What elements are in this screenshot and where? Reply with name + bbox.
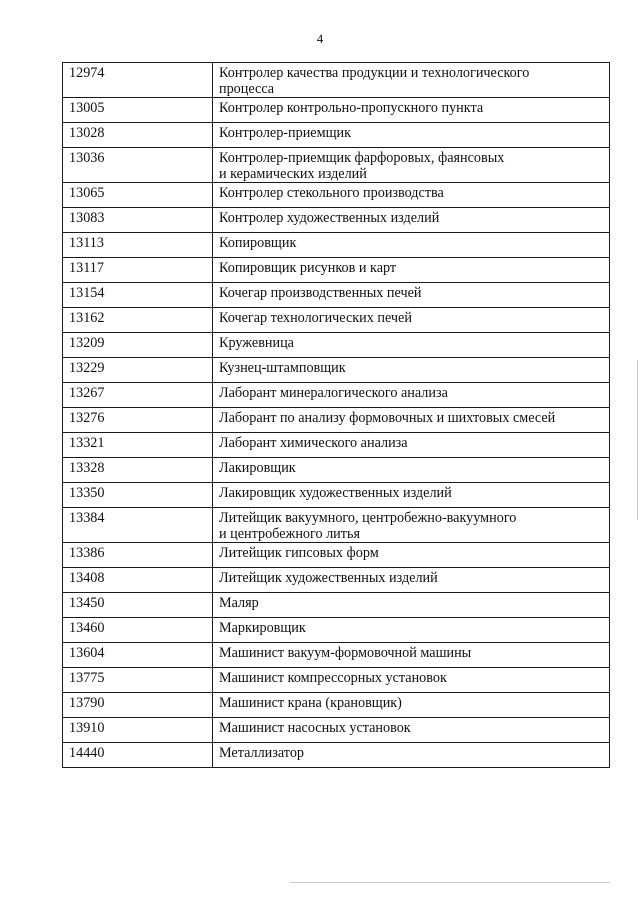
code-cell: 13065: [63, 183, 213, 208]
table-row: [63, 123, 610, 148]
table-row: [63, 643, 610, 668]
bottom-edge-mark: [290, 882, 610, 883]
code-cell: 13790: [63, 693, 213, 718]
code-cell: 13408: [63, 568, 213, 593]
table-row: [63, 543, 610, 568]
code-cell: 13113: [63, 233, 213, 258]
code-cell: 13775: [63, 668, 213, 693]
profession-title-cell: Лаборант химического анализа: [213, 433, 610, 458]
code-cell: 13154: [63, 283, 213, 308]
code-cell: 13910: [63, 718, 213, 743]
table-row: [63, 98, 610, 123]
code-cell: 12974: [63, 63, 213, 98]
profession-title-cell: Контролер контрольно-пропускного пункта: [213, 98, 610, 123]
table-row: [63, 458, 610, 483]
code-cell: 13005: [63, 98, 213, 123]
table-row: [63, 668, 610, 693]
code-cell: 13028: [63, 123, 213, 148]
table-row: [63, 258, 610, 283]
code-cell: 13036: [63, 148, 213, 183]
table-body: [63, 63, 610, 768]
profession-title-cell: Кузнец-штамповщик: [213, 358, 610, 383]
code-cell: 13328: [63, 458, 213, 483]
code-cell: 14440: [63, 743, 213, 768]
table-row: [63, 743, 610, 768]
profession-title-cell: Литейщик художественных изделий: [213, 568, 610, 593]
profession-title-cell: Копировщик: [213, 233, 610, 258]
right-edge-mark: [637, 360, 638, 520]
code-cell: 13083: [63, 208, 213, 233]
profession-title-cell: Лакировщик художественных изделий: [213, 483, 610, 508]
profession-title-cell: Контролер-приемщик фарфоровых, фаянсовых и керамических изделий: [213, 148, 610, 183]
code-cell: 13321: [63, 433, 213, 458]
table-row: [63, 508, 610, 543]
code-cell: 13276: [63, 408, 213, 433]
table-row: [63, 358, 610, 383]
table-row: [63, 233, 610, 258]
profession-title-cell: Контролер качества продукции и технологического процесса: [213, 63, 610, 98]
profession-title-cell: Лакировщик: [213, 458, 610, 483]
table-row: [63, 718, 610, 743]
code-cell: 13604: [63, 643, 213, 668]
table-row: [63, 568, 610, 593]
code-cell: 13267: [63, 383, 213, 408]
code-cell: 13229: [63, 358, 213, 383]
code-cell: 13450: [63, 593, 213, 618]
profession-codes-table: [62, 62, 610, 768]
profession-title-cell: Контролер стекольного производства: [213, 183, 610, 208]
table-row: [63, 593, 610, 618]
profession-title-cell: Лаборант по анализу формовочных и шихтовых смесей: [213, 408, 610, 433]
page-number: 4: [316, 31, 324, 46]
profession-title-cell: Кружевница: [213, 333, 610, 358]
table-row: [63, 283, 610, 308]
profession-title-cell: Машинист крана (крановщик): [213, 693, 610, 718]
profession-title-cell: Контролер художественных изделий: [213, 208, 610, 233]
code-cell: 13384: [63, 508, 213, 543]
profession-title-cell: Литейщик вакуумного, центробежно-вакуумного и центробежного литья: [213, 508, 610, 543]
profession-title-cell: Машинист вакуум-формовочной машины: [213, 643, 610, 668]
table-row: [63, 333, 610, 358]
profession-title-cell: Металлизатор: [213, 743, 610, 768]
code-cell: 13117: [63, 258, 213, 283]
table-row: [63, 308, 610, 333]
profession-title-cell: Машинист компрессорных установок: [213, 668, 610, 693]
code-cell: 13350: [63, 483, 213, 508]
profession-title-cell: Кочегар производственных печей: [213, 283, 610, 308]
profession-title-cell: Кочегар технологических печей: [213, 308, 610, 333]
table-row: [63, 433, 610, 458]
table-row: [63, 208, 610, 233]
table-row: [63, 383, 610, 408]
profession-title-cell: Маркировщик: [213, 618, 610, 643]
table-row: [63, 693, 610, 718]
table-row: [63, 483, 610, 508]
profession-title-cell: Литейщик гипсовых форм: [213, 543, 610, 568]
profession-title-cell: Маляр: [213, 593, 610, 618]
code-cell: 13386: [63, 543, 213, 568]
table-row: [63, 63, 610, 98]
table-row: [63, 183, 610, 208]
profession-title-cell: Контролер-приемщик: [213, 123, 610, 148]
profession-title-cell: Машинист насосных установок: [213, 718, 610, 743]
profession-title-cell: Лаборант минералогического анализа: [213, 383, 610, 408]
code-cell: 13460: [63, 618, 213, 643]
code-cell: 13162: [63, 308, 213, 333]
table-row: [63, 408, 610, 433]
code-cell: 13209: [63, 333, 213, 358]
table-row: [63, 618, 610, 643]
table-row: [63, 148, 610, 183]
profession-title-cell: Копировщик рисунков и карт: [213, 258, 610, 283]
